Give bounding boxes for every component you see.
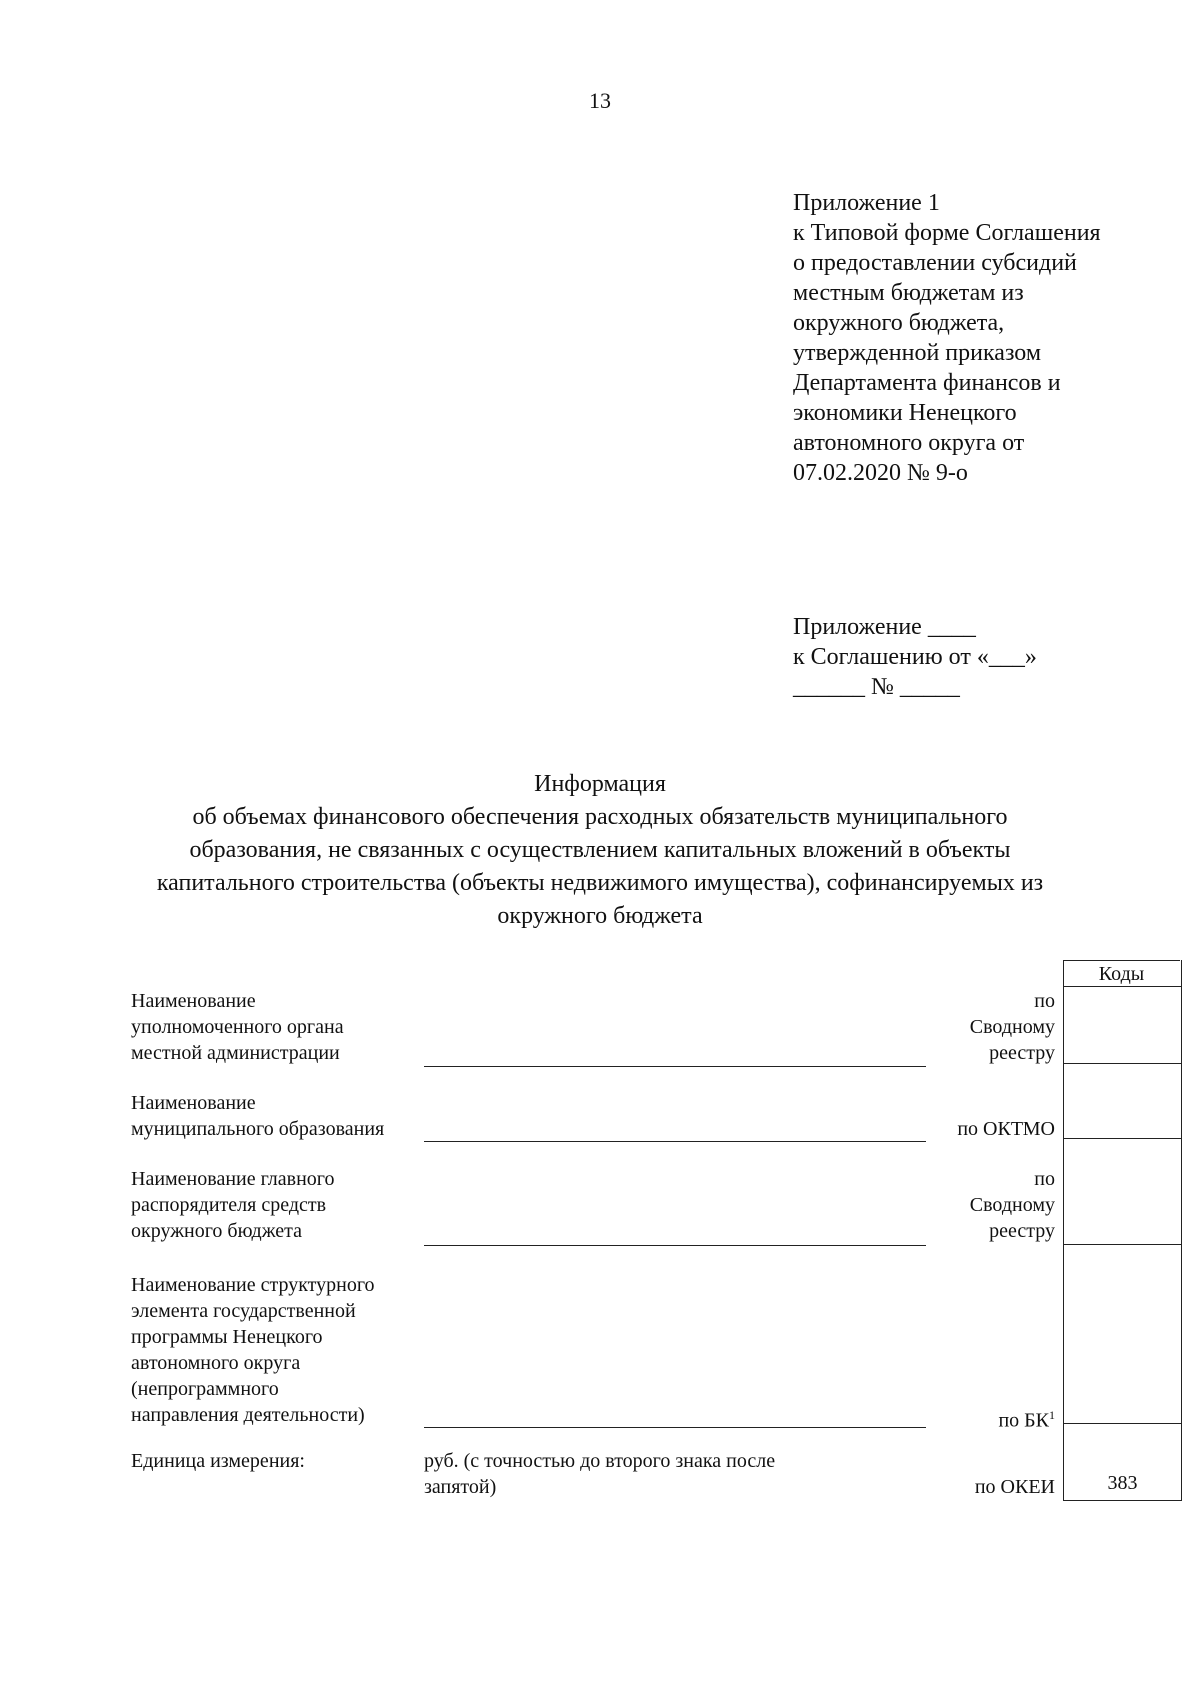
title-line: об объемах финансового обеспечения расходных обязательств муниципального bbox=[192, 804, 1008, 830]
title-line: капитального строительства (объекты недвижимого имущества), софинансируемых из bbox=[156, 870, 1044, 896]
title-line: образования, не связанных с осуществлением капитальных вложений в объекты bbox=[189, 837, 1011, 863]
title-line: Информация bbox=[534, 771, 666, 797]
code-label-line: по ОКЕИ bbox=[974, 1476, 1055, 1498]
codes-column bbox=[1063, 960, 1182, 1501]
agreement-line: к Соглашению от «___» bbox=[793, 644, 1037, 670]
label-line: Наименование структурного bbox=[131, 1274, 375, 1296]
appendix-line: экономики Ненецкого bbox=[793, 400, 1017, 426]
label-line: окружного бюджета bbox=[131, 1220, 302, 1242]
label-line: автономного округа bbox=[131, 1352, 301, 1374]
appendix-line: местным бюджетам из bbox=[793, 280, 1024, 306]
title-line: окружного бюджета bbox=[497, 903, 703, 929]
code-label-consolidated-registry bbox=[855, 1166, 1055, 1244]
appendix-line: автономного округа от bbox=[793, 430, 1025, 456]
code-label-line: по ОКТМО bbox=[957, 1118, 1055, 1140]
appendix-line: Приложение 1 bbox=[793, 190, 940, 216]
label-line: направления деятельности) bbox=[131, 1404, 365, 1426]
fill-line[interactable] bbox=[424, 1245, 926, 1246]
agreement-reference-block bbox=[793, 612, 1037, 702]
label-line: Наименование bbox=[131, 990, 256, 1012]
appendix-line: утвержденной приказом bbox=[793, 340, 1042, 366]
document-title bbox=[80, 768, 1120, 933]
codes-header: Коды bbox=[1063, 960, 1180, 986]
code-label-bk bbox=[855, 1402, 1055, 1434]
code-label-line: по БК bbox=[998, 1409, 1049, 1432]
label-line: уполномоченного органа bbox=[131, 1016, 344, 1038]
label-line: Единица измерения: bbox=[131, 1450, 305, 1472]
appendix-line: о предоставлении субсидий bbox=[793, 250, 1077, 276]
row-label-authorized-body bbox=[131, 988, 344, 1066]
code-label-line: по bbox=[1034, 990, 1055, 1012]
agreement-line: ______ № _____ bbox=[793, 674, 960, 700]
agreement-line: Приложение ____ bbox=[793, 614, 976, 640]
codes-divider bbox=[1063, 1244, 1182, 1245]
label-line: Наименование главного bbox=[131, 1168, 335, 1190]
page-number: 13 bbox=[589, 88, 611, 113]
label-line: программы Ненецкого bbox=[131, 1326, 323, 1348]
unit-value bbox=[424, 1448, 775, 1500]
appendix-line: 07.02.2020 № 9-о bbox=[793, 460, 968, 486]
code-label-line: реестру bbox=[989, 1042, 1055, 1064]
row-label-chief-administrator bbox=[131, 1166, 335, 1244]
appendix-line: к Типовой форме Соглашения bbox=[793, 220, 1101, 246]
label-line: Наименование bbox=[131, 1092, 256, 1114]
footnote-mark: 1 bbox=[1049, 1408, 1055, 1422]
label-line: муниципального образования bbox=[131, 1118, 385, 1140]
unit-value-line: запятой) bbox=[424, 1476, 497, 1498]
code-label-oktmo bbox=[855, 1116, 1055, 1142]
fill-line[interactable] bbox=[424, 1141, 926, 1142]
code-label-line: Сводному bbox=[969, 1194, 1055, 1216]
fill-line[interactable] bbox=[424, 1427, 926, 1428]
codes-divider bbox=[1063, 1138, 1182, 1139]
fill-line[interactable] bbox=[424, 1066, 926, 1067]
code-label-okei bbox=[855, 1474, 1055, 1500]
appendix-reference-block bbox=[793, 188, 1101, 488]
appendix-line: окружного бюджета, bbox=[793, 310, 1005, 336]
label-line: распорядителя средств bbox=[131, 1194, 327, 1216]
label-line: местной администрации bbox=[131, 1042, 340, 1064]
code-label-line: реестру bbox=[989, 1220, 1055, 1242]
okei-code-value: 383 bbox=[1107, 1472, 1138, 1494]
code-label-line: Сводному bbox=[969, 1016, 1055, 1038]
unit-value-line: руб. (с точностью до второго знака после bbox=[424, 1450, 776, 1472]
codes-divider bbox=[1063, 986, 1182, 987]
codes-divider bbox=[1063, 1423, 1182, 1424]
code-label-consolidated-registry bbox=[855, 988, 1055, 1066]
label-line: (непрограммного bbox=[131, 1378, 279, 1400]
row-label-municipality bbox=[131, 1090, 384, 1142]
appendix-line: Департамента финансов и bbox=[793, 370, 1061, 396]
code-label-line: по bbox=[1034, 1168, 1055, 1190]
row-label-program-element bbox=[131, 1272, 375, 1428]
label-line: элемента государственной bbox=[131, 1300, 356, 1322]
row-label-unit bbox=[131, 1448, 305, 1474]
codes-divider bbox=[1063, 1063, 1182, 1064]
